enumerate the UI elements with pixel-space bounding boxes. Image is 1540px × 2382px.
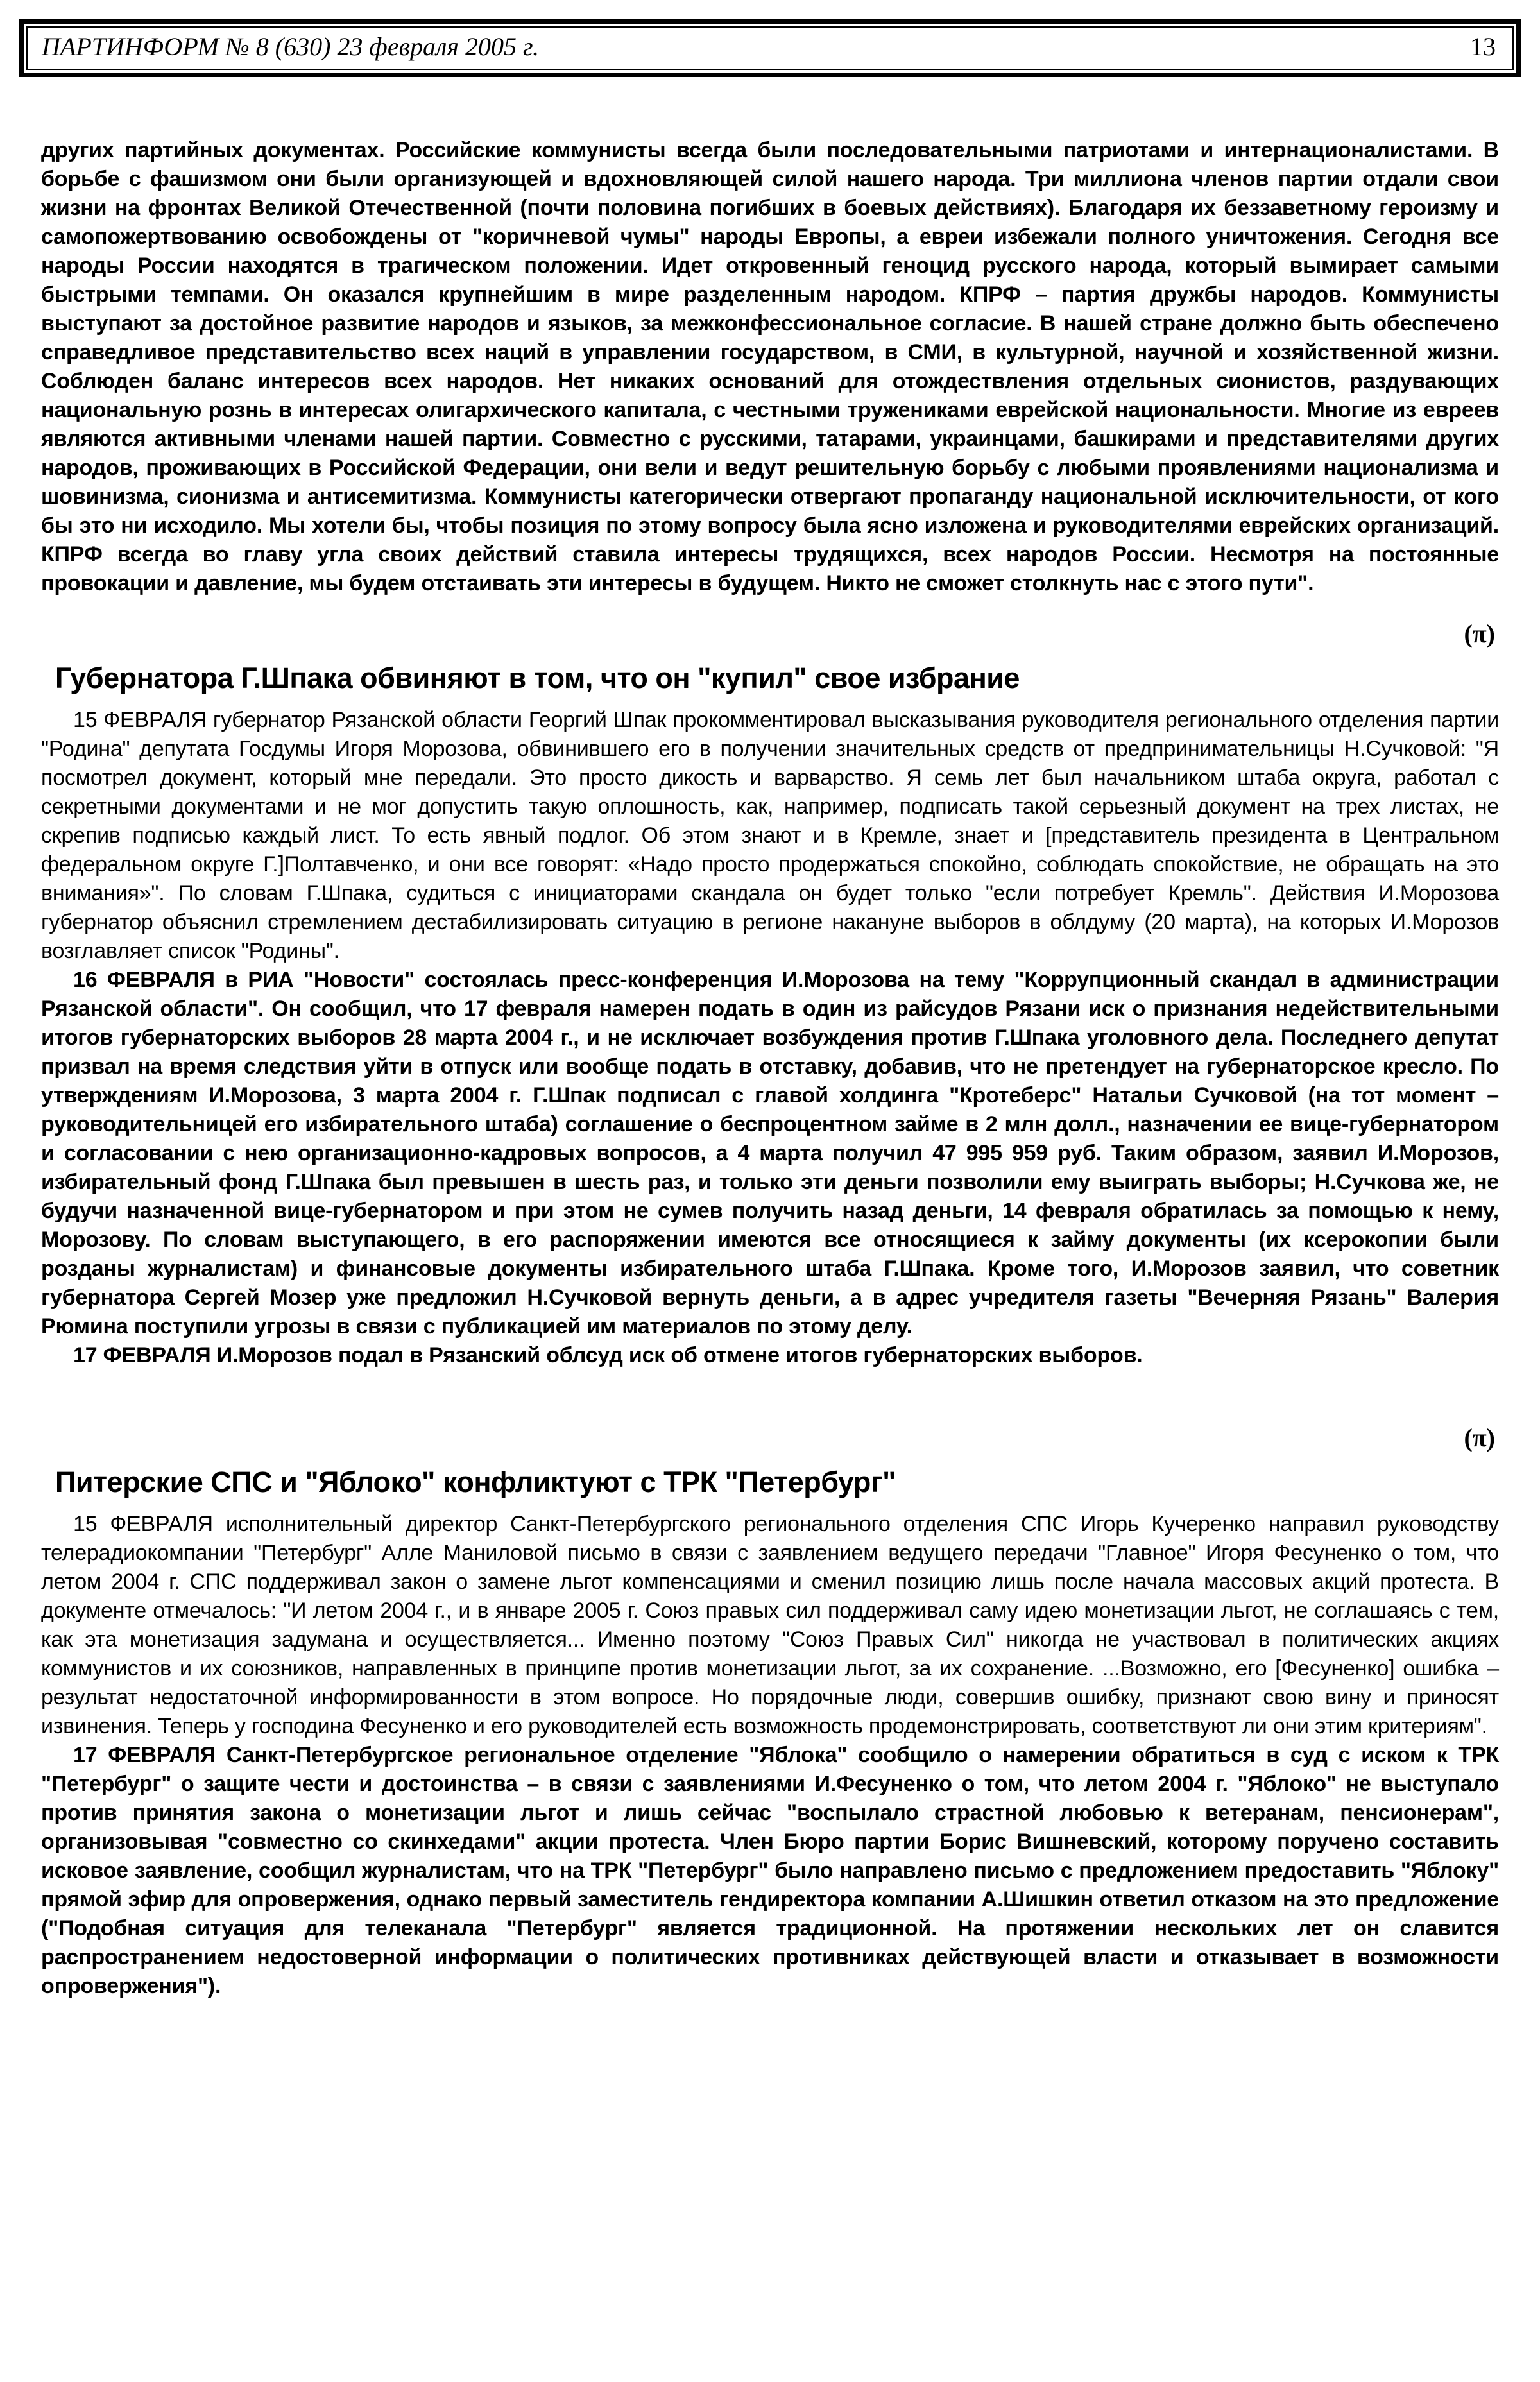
page-content	[41, 77, 1499, 2001]
news-paragraph-feb17-yabloko: 17 ФЕВРАЛЯ Санкт-Петербургское региональное отделение "Яблока" сообщило о намерении обратиться в суд с иском к ТРК "Петербург" о защите чести и достоинства – в связи с заявлениями И.Фесуненко о том, что летом 2004 г. "Яблоко" не выступало против принятия закона о монетизации льгот и лишь сейчас "воспылало страстной любовью к ветеранам, пенсионерам", организовывая "совместно со скинхедами" акции протеста. Член Бюро партии Борис Вишневский, которому поручено составить исковое заявление, сообщил журналистам, что на ТРК "Петербург" было направлено письмо с предложением предоставить "Яблоку" прямой эфир для опровержения, однако первый заместитель гендиректора компании А.Шишкин ответил отказом на это предложение ("Подобная ситуация для телеканала "Петербург" является традиционной. На протяжении нескольких лет он славится распространением недостоверной информации о политических противниках действующей власти и отказывает в возможности опровержения").	[41, 1743, 1499, 1998]
journal-title: ПАРТИНФОРМ № 8 (630) 23 февраля 2005 г.	[42, 32, 540, 61]
continued-paragraph-kprf-statement: других партийных документах. Российские коммунисты всегда были последовательными патриотами и интернационалистами. В борьбе с фашизмом они были организующей и вдохновляющей силой нашего народа. Три миллиона членов партии отдали свои жизни на фронтах Великой Отечественной (почти половина погибших в боевых действиях). Благодаря их беззаветному героизму и самопожертвованию освобождены от "коричневой чумы" народы Европы, а евреи избежали полного уничтожения. Сегодня все народы России находятся в трагическом положении. Идет откровенный геноцид русского народа, который вымирает самыми быстрыми темпами. Он оказался крупнейшим в мире разделенным народом. КПРФ – партия дружбы народов. Коммунисты выступают за достойное развитие народов и языков, за межконфессиональное согласие. В нашей стране должно быть обеспечено справедливое представительство всех наций в управлении государством, в СМИ, в культурной, научной и хозяйственной жизни. Соблюден баланс интересов всех народов. Нет никаких оснований для отождествления отдельных сионистов, раздувающих национальную рознь в интересах олигархического капитала, с честными тружениками еврейской национальности. Многие из евреев являются активными членами нашей партии. Совместно с русскими, татарами, украинцами, башкирами и представителями других народов, проживающих в Российской Федерации, они вели и ведут решительную борьбу с любыми проявлениями национализма и шовинизма, сионизма и антисемитизма. Коммунисты категорически отвергают пропаганду национальной исключительности, от кого бы это ни исходило. Мы хотели бы, чтобы позиция по этому вопросу была ясно изложена и руководителями еврейских организаций. КПРФ всегда во главу угла своих действий ставила интересы трудящихся, всех народов России. Несмотря на постоянные провокации и давление, мы будем отстаивать эти интересы в будущем. Никто не сможет столкнуть нас с этого пути".	[41, 138, 1499, 596]
section-end-mark: (π)	[1464, 619, 1495, 648]
page-number: 13	[1470, 32, 1496, 61]
news-paragraph-feb16-morozov: 16 ФЕВРАЛЯ в РИА "Новости" состоялась пресс-конференция И.Морозова на тему "Коррупционный скандал в администрации Рязанской области". Он сообщил, что 17 февраля намерен подать в один из райсудов Рязани иск о признания недействительными итогов губернаторских выборов 28 марта 2004 г., и не исключает возбуждения против Г.Шпака уголовного дела. Последнего депутат призвал на время следствия уйти в отпуск или вообще подать в отставку, добавив, что не претендует на губернаторское кресло. По утверждениям И.Морозова, 3 марта 2004 г. Г.Шпак подписал с главой холдинга "Кротеберс" Натальи Сучковой (на тот момент – руководительницей его избирательного штаба) соглашение о беспроцентном займе в 2 млн долл., назначении ее вице-губернатором и согласовании с нею организационно-кадровых вопросов, а 4 марта получил 47 995 959 руб. Таким образом, заявил И.Морозов, избирательный фонд Г.Шпака был превышен в шесть раз, и только эти деньги позволили ему выиграть выборы; Н.Сучкова же, не будучи назначенной вице-губернатором и при этом не сумев получить назад деньги, 14 февраля обратилась за помощью к нему, Морозову. По словам выступающего, в его распоряжении имеются все относящиеся к займу документы (их ксерокопии были розданы журналистам) и финансовые документы избирательного штаба Г.Шпака. Кроме того, И.Морозов заявил, что советник губернатора Сергей Мозер уже предложил Н.Сучковой вернуть деньги, а в адрес учредителя газеты "Вечерняя Рязань" Валерия Рюмина поступили угрозы в связи с публикацией им материалов по этому делу.	[41, 968, 1499, 1339]
news-paragraph-feb15-shpak: 15 ФЕВРАЛЯ губернатор Рязанской области Георгий Шпак прокомментировал высказывания руководителя регионального отделения партии "Родина" депутата Госдумы Игоря Морозова, обвинившего его в получении значительных средств от предпринимательницы Н.Сучковой: "Я посмотрел документ, который мне передали. Это просто дикость и варварство. Я семь лет был начальником штаба округа, работал с секретными документами и не мог допустить такую оплошность, как, например, подписать такой серьезный документ на трех листах, не скрепив подписью каждый лист. То есть явный подлог. Об этом знают и в Кремле, знает и [представитель президента в Центральном федеральном округе Г.]Полтавченко, и они все говорят: «Надо просто продержаться спокойно, соблюдать спокойствие, не обращать на это внимания»". По словам Г.Шпака, судиться с инициаторами скандала он будет только "если потребует Кремль". Действия И.Морозова губернатор объяснил стремлением дестабилизировать ситуацию в регионе накануне выборов в облдуму (20 марта), на которых И.Морозов возглавляет список "Родины".	[41, 708, 1499, 963]
running-head-inner	[26, 26, 1514, 70]
section-end-mark: (π)	[1464, 1423, 1495, 1452]
news-paragraph-feb17-lawsuit: 17 ФЕВРАЛЯ И.Морозов подал в Рязанский облсуд иск об отмене итогов губернаторских выборов.	[73, 1343, 1143, 1367]
article-headline-sps-yabloko: Питерские СПС и "Яблоко" конфликтуют с ТРК "Петербург"	[55, 1466, 896, 1498]
news-paragraph-feb15-sps: 15 ФЕВРАЛЯ исполнительный директор Санкт-Петербургского регионального отделения СПС Игорь Кучеренко направил руководству телерадиокомпании "Петербург" Алле Маниловой письмо в связи с заявлением ведущего передачи "Главное" Игоря Фесуненко о том, что летом 2004 г. СПС поддерживал закон о замене льгот компенсациями и сменил позицию лишь после начала массовых акций протеста. В документе отмечалось: "И летом 2004 г., и в январе 2005 г. Союз правых сил поддерживал саму идею монетизации льгот, не соглашаясь с тем, как эта монетизация задумана и осуществляется... Именно поэтому "Союз Правых Сил" никогда не участвовал в политических акциях коммунистов и их союзников, направленных в принципе против монетизации льгот, за их сохранение. ...Возможно, его [Фесуненко] ошибка – результат недостаточной информированности в этом вопросе. Но порядочные люди, совершив ошибку, признают свою вину и приносят извинения. Теперь у господина Фесуненко и его руководителей есть возможность продемонстрировать, соответствуют ли они этим критериям".	[41, 1512, 1499, 1738]
running-head-box	[19, 19, 1521, 77]
article-headline-shpak: Губернатора Г.Шпака обвиняют в том, что он "купил" свое избрание	[55, 662, 1020, 694]
